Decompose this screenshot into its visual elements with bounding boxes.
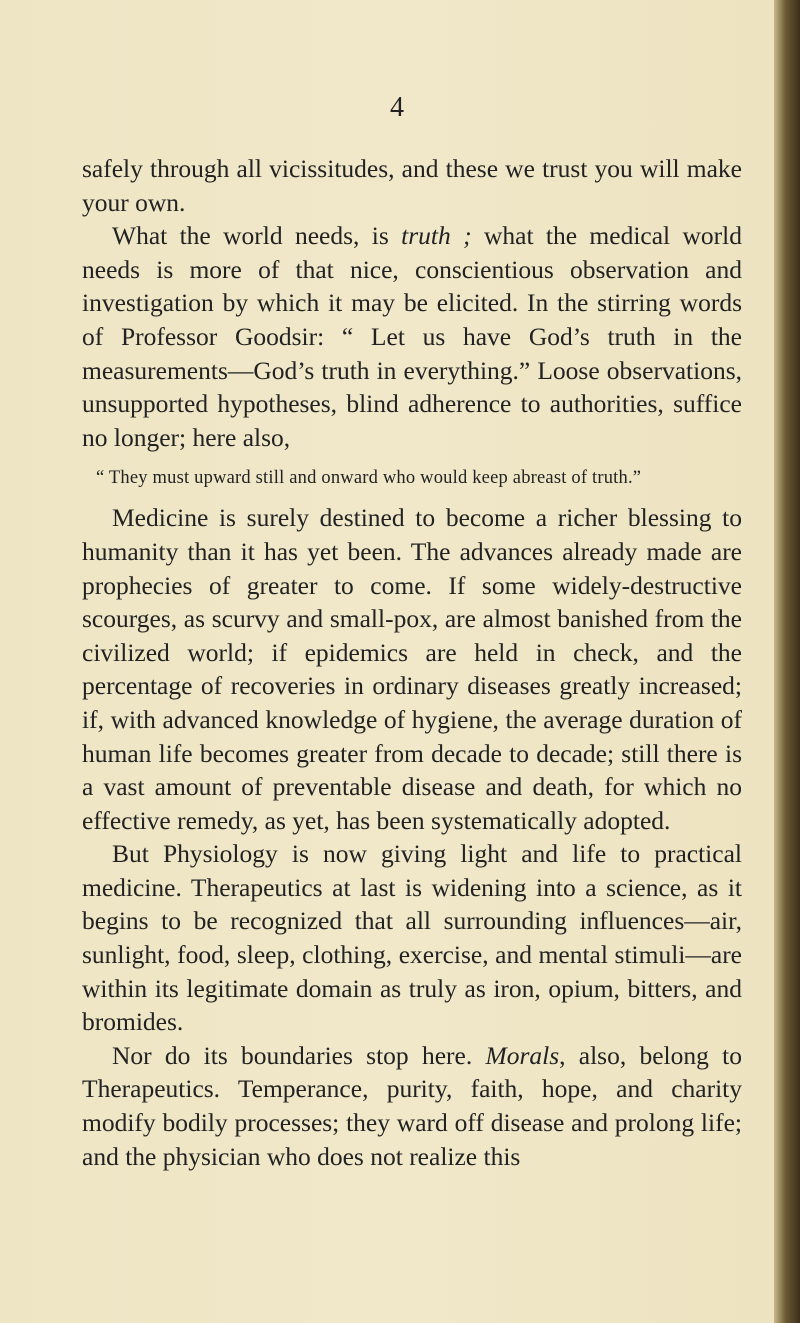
block-quote: “ They must upward still and onward who would keep abreast of truth.” — [96, 468, 642, 489]
emphasis-morals: Morals — [485, 1040, 560, 1070]
paragraph-2-part-b: what the medical world needs is more of that nice, conscientious observation and investigation by which it may be elicited. In the stirring words of Professor Goodsir: “ Let us have God’s truth in the measurements—God’s truth in everything.” Loose observations, unsupported hypotheses, blind adherence to authorities, suffice no longer; here also, — [82, 221, 742, 452]
emphasis-truth: truth ; — [401, 221, 472, 251]
paragraph-1: safely through all vicissitudes, and these we trust you will make your own. — [82, 154, 742, 217]
paragraph-2-part-a: What the world needs, is — [112, 221, 402, 251]
page-number: 4 — [390, 92, 404, 123]
body-text — [82, 152, 742, 1173]
paragraph-3: Medicine is surely destined to become a richer blessing to humanity than it has yet been. The advances already made are prophecies of greater to come. If some widely-destructive scourges, as scurvy and small-pox, are almost banished from the civilized world; if epidemics are held in check, and the percentage of recoveries in ordinary diseases greatly increased; if, with advanced knowledge of hygiene, the average duration of human life becomes greater from decade to decade; still there is a vast amount of preventable disease and death, for which no effective remedy, as yet, has been systematically adopted. — [82, 503, 742, 835]
paragraph-4: But Physiology is now giving light and life to practical medicine. Therapeutics at last is widening into a science, as it begins to be recognized that all surrounding influences—air, sunlight, food, sleep, clothing, exercise, and mental stimuli—are within its legitimate domain as truly as iron, opium, bitters, and bromides. — [82, 839, 742, 1037]
page-edge-shadow — [774, 0, 800, 1323]
paragraph-5-part-b: , also, belong to Therapeutics. Temperance, purity, faith, hope, and charity modify bodily processes; they ward off disease and prolong life; and the physician who does not realize this — [82, 1040, 742, 1171]
paragraph-5-part-a: Nor do its boundaries stop here. — [112, 1040, 486, 1070]
paragraph-5 — [82, 1039, 742, 1173]
paragraph-2 — [82, 219, 742, 454]
